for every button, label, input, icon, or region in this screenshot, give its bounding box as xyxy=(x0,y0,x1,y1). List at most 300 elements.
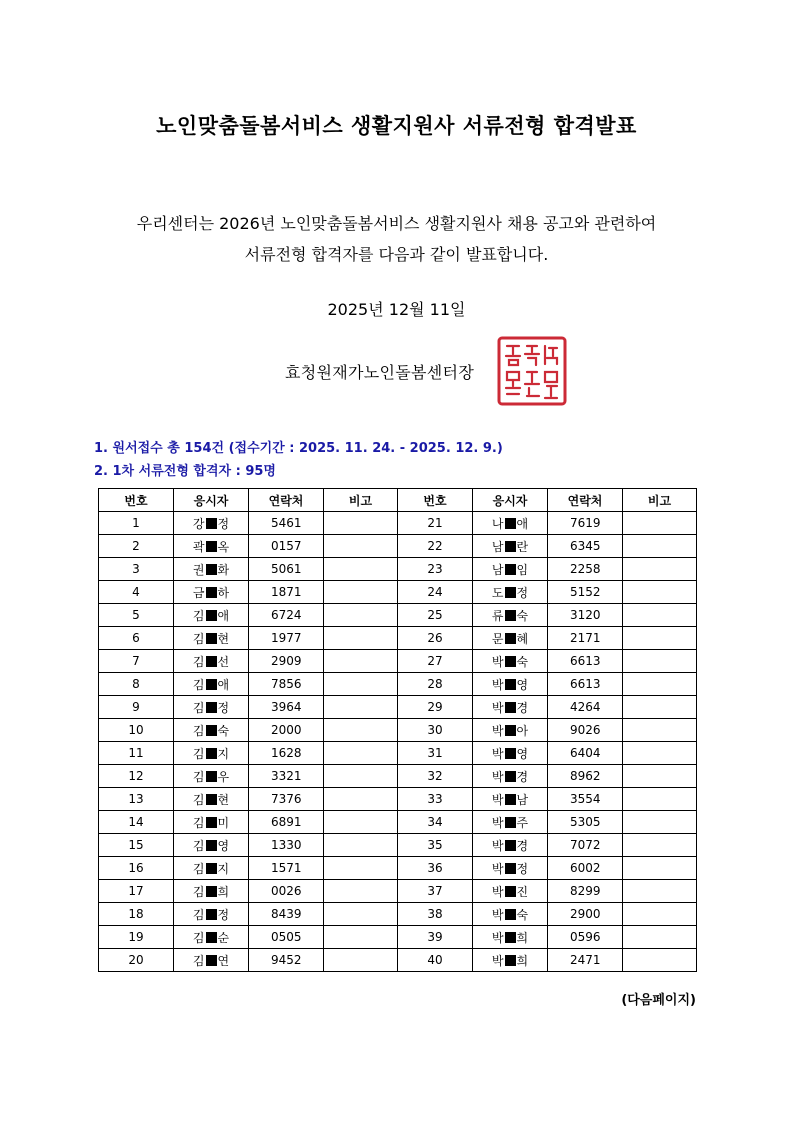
cell-no: 28 xyxy=(398,673,473,696)
cell-note xyxy=(324,857,398,880)
applicant-given: 지 xyxy=(217,861,230,876)
cell-applicant xyxy=(174,834,249,857)
table-row xyxy=(99,581,697,604)
cell-note xyxy=(324,581,398,604)
applicant-surname: 김 xyxy=(192,792,205,807)
cell-note xyxy=(623,788,697,811)
cell-applicant xyxy=(174,949,249,972)
cell-note xyxy=(324,765,398,788)
cell-contact: 2000 xyxy=(249,719,324,742)
cell-applicant xyxy=(174,558,249,581)
table-row xyxy=(99,604,697,627)
redaction-mask xyxy=(505,725,516,736)
applicant-given: 주 xyxy=(516,815,529,830)
cell-note xyxy=(324,673,398,696)
cell-note xyxy=(324,535,398,558)
table-row xyxy=(99,949,697,972)
cell-no: 4 xyxy=(99,581,174,604)
cell-no: 20 xyxy=(99,949,174,972)
cell-applicant xyxy=(174,926,249,949)
applicant-surname: 김 xyxy=(192,608,205,623)
cell-contact: 0157 xyxy=(249,535,324,558)
applicant-given: 희 xyxy=(516,953,529,968)
cell-note xyxy=(623,742,697,765)
applicant-surname: 김 xyxy=(192,677,205,692)
cell-applicant xyxy=(473,742,548,765)
applicant-surname: 박 xyxy=(491,815,504,830)
applicant-surname: 나 xyxy=(491,516,504,531)
cell-note xyxy=(623,627,697,650)
redaction-mask xyxy=(206,633,217,644)
cell-applicant xyxy=(473,512,548,535)
cell-no: 15 xyxy=(99,834,174,857)
redaction-mask xyxy=(206,886,217,897)
table-row xyxy=(99,880,697,903)
cell-note xyxy=(324,834,398,857)
cell-no: 17 xyxy=(99,880,174,903)
cell-applicant xyxy=(174,696,249,719)
cell-contact: 5305 xyxy=(548,811,623,834)
cell-contact: 9452 xyxy=(249,949,324,972)
cell-applicant xyxy=(174,742,249,765)
cell-no: 1 xyxy=(99,512,174,535)
applicant-given: 옥 xyxy=(217,539,230,554)
cell-no: 8 xyxy=(99,673,174,696)
cell-contact: 5061 xyxy=(249,558,324,581)
cell-note xyxy=(324,627,398,650)
cell-applicant xyxy=(174,673,249,696)
table-row xyxy=(99,650,697,673)
cell-applicant xyxy=(174,604,249,627)
cell-contact: 1628 xyxy=(249,742,324,765)
cell-contact: 4264 xyxy=(548,696,623,719)
redaction-mask xyxy=(206,656,217,667)
cell-contact: 6891 xyxy=(249,811,324,834)
cell-contact: 6724 xyxy=(249,604,324,627)
cell-note xyxy=(623,926,697,949)
applicant-surname: 박 xyxy=(491,953,504,968)
redaction-mask xyxy=(206,702,217,713)
cell-applicant xyxy=(473,857,548,880)
cell-no: 24 xyxy=(398,581,473,604)
applicant-given: 정 xyxy=(217,516,230,531)
cell-no: 7 xyxy=(99,650,174,673)
cell-note xyxy=(324,512,398,535)
applicant-surname: 곽 xyxy=(192,539,205,554)
redaction-mask xyxy=(505,587,516,598)
cell-applicant xyxy=(174,719,249,742)
redaction-mask xyxy=(206,771,217,782)
applicant-given: 애 xyxy=(217,677,230,692)
applicant-surname: 남 xyxy=(491,562,504,577)
applicant-given: 애 xyxy=(516,516,529,531)
cell-no: 39 xyxy=(398,926,473,949)
applicant-surname: 박 xyxy=(491,746,504,761)
cell-note xyxy=(324,650,398,673)
redaction-mask xyxy=(505,817,516,828)
cell-applicant xyxy=(174,811,249,834)
center-director-name: 효청원재가노인돌봄센터장 xyxy=(285,363,475,382)
table-row xyxy=(99,719,697,742)
table-row xyxy=(99,558,697,581)
cell-note xyxy=(623,903,697,926)
cell-no: 36 xyxy=(398,857,473,880)
applicant-given: 숙 xyxy=(516,654,529,669)
cell-contact: 7376 xyxy=(249,788,324,811)
redaction-mask xyxy=(505,656,516,667)
table-row xyxy=(99,696,697,719)
cell-no: 12 xyxy=(99,765,174,788)
cell-note xyxy=(623,650,697,673)
redaction-mask xyxy=(206,587,217,598)
applicant-given: 화 xyxy=(217,562,230,577)
cell-applicant xyxy=(473,834,548,857)
cell-contact: 2900 xyxy=(548,903,623,926)
applicant-given: 하 xyxy=(217,585,230,600)
cell-applicant xyxy=(473,719,548,742)
cell-note xyxy=(324,742,398,765)
announcement-date: 2025년 12월 11일 xyxy=(327,300,466,319)
applicant-surname: 박 xyxy=(491,907,504,922)
applicant-given: 정 xyxy=(217,700,230,715)
header-no: 번호 xyxy=(398,489,473,512)
cell-contact: 7619 xyxy=(548,512,623,535)
applicant-surname: 권 xyxy=(192,562,205,577)
cell-contact: 1871 xyxy=(249,581,324,604)
official-seal-icon xyxy=(497,336,567,406)
cell-no: 32 xyxy=(398,765,473,788)
cell-applicant xyxy=(174,650,249,673)
applicant-given: 지 xyxy=(217,746,230,761)
cell-applicant xyxy=(473,673,548,696)
cell-contact: 2258 xyxy=(548,558,623,581)
cell-applicant xyxy=(174,535,249,558)
cell-applicant xyxy=(473,696,548,719)
table-row xyxy=(99,627,697,650)
applicant-surname: 김 xyxy=(192,907,205,922)
applicant-surname: 금 xyxy=(192,585,205,600)
applicant-surname: 김 xyxy=(192,884,205,899)
redaction-mask xyxy=(505,794,516,805)
table-row xyxy=(99,512,697,535)
cell-no: 23 xyxy=(398,558,473,581)
redaction-mask xyxy=(206,863,217,874)
applicant-surname: 김 xyxy=(192,769,205,784)
cell-no: 2 xyxy=(99,535,174,558)
cell-applicant xyxy=(174,788,249,811)
cell-note xyxy=(623,673,697,696)
cell-no: 27 xyxy=(398,650,473,673)
redaction-mask xyxy=(206,794,217,805)
redaction-mask xyxy=(206,817,217,828)
intro-line-1: 우리센터는 2026년 노인맞춤돌봄서비스 생활지원사 채용 공고와 관련하여 xyxy=(136,214,657,233)
cell-applicant xyxy=(174,880,249,903)
cell-contact: 0596 xyxy=(548,926,623,949)
cell-no: 29 xyxy=(398,696,473,719)
cell-no: 38 xyxy=(398,903,473,926)
cell-note xyxy=(623,512,697,535)
applicant-given: 선 xyxy=(217,654,230,669)
cell-applicant xyxy=(174,765,249,788)
cell-no: 37 xyxy=(398,880,473,903)
cell-note xyxy=(623,857,697,880)
applicant-surname: 김 xyxy=(192,861,205,876)
cell-note xyxy=(623,834,697,857)
cell-note xyxy=(324,811,398,834)
cell-applicant xyxy=(473,535,548,558)
cell-no: 13 xyxy=(99,788,174,811)
next-page-note: (다음페이지) xyxy=(621,993,696,1008)
redaction-mask xyxy=(505,702,516,713)
cell-contact: 6404 xyxy=(548,742,623,765)
redaction-mask xyxy=(505,863,516,874)
cell-no: 9 xyxy=(99,696,174,719)
redaction-mask xyxy=(505,564,516,575)
redaction-mask xyxy=(206,932,217,943)
cell-contact: 1977 xyxy=(249,627,324,650)
applicant-given: 란 xyxy=(516,539,529,554)
applicant-surname: 박 xyxy=(491,654,504,669)
applicant-given: 연 xyxy=(217,953,230,968)
cell-note xyxy=(324,903,398,926)
cell-contact: 0505 xyxy=(249,926,324,949)
cell-note xyxy=(324,949,398,972)
cell-note xyxy=(324,696,398,719)
applicant-surname: 박 xyxy=(491,930,504,945)
applicant-surname: 박 xyxy=(491,769,504,784)
cell-applicant xyxy=(473,558,548,581)
applicant-given: 우 xyxy=(217,769,230,784)
applicant-surname: 김 xyxy=(192,631,205,646)
cell-note xyxy=(623,604,697,627)
cell-applicant xyxy=(473,627,548,650)
cell-no: 26 xyxy=(398,627,473,650)
cell-note xyxy=(623,765,697,788)
applicant-surname: 박 xyxy=(491,723,504,738)
table-row xyxy=(99,857,697,880)
cell-note xyxy=(324,880,398,903)
cell-no: 31 xyxy=(398,742,473,765)
cell-note xyxy=(324,788,398,811)
cell-note xyxy=(623,719,697,742)
redaction-mask xyxy=(505,541,516,552)
redaction-mask xyxy=(206,541,217,552)
cell-no: 10 xyxy=(99,719,174,742)
cell-contact: 6345 xyxy=(548,535,623,558)
cell-contact: 8962 xyxy=(548,765,623,788)
header-contact: 연락처 xyxy=(249,489,324,512)
cell-note xyxy=(324,926,398,949)
redaction-mask xyxy=(505,518,516,529)
cell-note xyxy=(324,719,398,742)
applicant-surname: 박 xyxy=(491,838,504,853)
cell-note xyxy=(623,880,697,903)
cell-no: 14 xyxy=(99,811,174,834)
applicant-surname: 김 xyxy=(192,654,205,669)
redaction-mask xyxy=(206,748,217,759)
cell-no: 21 xyxy=(398,512,473,535)
redaction-mask xyxy=(206,564,217,575)
cell-applicant xyxy=(473,903,548,926)
cell-contact: 2171 xyxy=(548,627,623,650)
applicant-given: 정 xyxy=(516,585,529,600)
applicant-surname: 박 xyxy=(491,861,504,876)
cell-note xyxy=(324,604,398,627)
applicant-given: 현 xyxy=(217,631,230,646)
cell-applicant xyxy=(473,581,548,604)
cell-no: 33 xyxy=(398,788,473,811)
cell-no: 25 xyxy=(398,604,473,627)
cell-no: 5 xyxy=(99,604,174,627)
applicant-surname: 류 xyxy=(491,608,504,623)
header-contact: 연락처 xyxy=(548,489,623,512)
applicant-given: 영 xyxy=(217,838,230,853)
cell-note xyxy=(623,696,697,719)
cell-contact: 7072 xyxy=(548,834,623,857)
applicant-surname: 김 xyxy=(192,746,205,761)
cell-no: 40 xyxy=(398,949,473,972)
cell-no: 11 xyxy=(99,742,174,765)
cell-applicant xyxy=(174,903,249,926)
cell-no: 18 xyxy=(99,903,174,926)
cell-no: 16 xyxy=(99,857,174,880)
cell-contact: 0026 xyxy=(249,880,324,903)
cell-note xyxy=(623,949,697,972)
cell-note xyxy=(623,558,697,581)
applicant-given: 현 xyxy=(217,792,230,807)
cell-applicant xyxy=(174,627,249,650)
cell-contact: 1330 xyxy=(249,834,324,857)
table-row xyxy=(99,535,697,558)
cell-contact: 8439 xyxy=(249,903,324,926)
header-applicant: 응시자 xyxy=(174,489,249,512)
cell-applicant xyxy=(174,581,249,604)
applicant-given: 순 xyxy=(217,930,230,945)
cell-no: 35 xyxy=(398,834,473,857)
cell-contact: 3120 xyxy=(548,604,623,627)
applicant-given: 희 xyxy=(516,930,529,945)
applicant-given: 숙 xyxy=(516,907,529,922)
applicant-given: 숙 xyxy=(217,723,230,738)
applicant-given: 남 xyxy=(516,792,529,807)
cell-applicant xyxy=(473,650,548,673)
applicant-surname: 박 xyxy=(491,677,504,692)
applicant-surname: 김 xyxy=(192,930,205,945)
applicant-given: 혜 xyxy=(516,631,529,646)
redaction-mask xyxy=(206,725,217,736)
header-applicant: 응시자 xyxy=(473,489,548,512)
applicant-given: 숙 xyxy=(516,608,529,623)
cell-contact: 9026 xyxy=(548,719,623,742)
cell-contact: 3554 xyxy=(548,788,623,811)
applicant-surname: 박 xyxy=(491,884,504,899)
redaction-mask xyxy=(505,610,516,621)
header-note: 비고 xyxy=(623,489,697,512)
cell-contact: 8299 xyxy=(548,880,623,903)
applicant-surname: 김 xyxy=(192,953,205,968)
applicant-surname: 김 xyxy=(192,838,205,853)
table-header-row xyxy=(99,489,697,512)
table-row xyxy=(99,811,697,834)
applicant-table xyxy=(98,488,697,972)
cell-contact: 6613 xyxy=(548,673,623,696)
applicant-surname: 남 xyxy=(491,539,504,554)
redaction-mask xyxy=(206,518,217,529)
applicant-surname: 김 xyxy=(192,700,205,715)
table-row xyxy=(99,903,697,926)
applicant-given: 진 xyxy=(516,884,529,899)
cell-applicant xyxy=(473,811,548,834)
redaction-mask xyxy=(505,886,516,897)
cell-applicant xyxy=(473,926,548,949)
cell-applicant xyxy=(473,604,548,627)
table-row xyxy=(99,765,697,788)
table-row xyxy=(99,788,697,811)
redaction-mask xyxy=(206,955,217,966)
cell-note xyxy=(623,811,697,834)
cell-contact: 3964 xyxy=(249,696,324,719)
redaction-mask xyxy=(505,679,516,690)
cell-no: 6 xyxy=(99,627,174,650)
applicant-given: 임 xyxy=(516,562,529,577)
redaction-mask xyxy=(206,840,217,851)
applicant-given: 애 xyxy=(217,608,230,623)
cell-applicant xyxy=(473,949,548,972)
applicant-surname: 도 xyxy=(491,585,504,600)
applicant-given: 아 xyxy=(516,723,529,738)
header-note: 비고 xyxy=(324,489,398,512)
cell-contact: 1571 xyxy=(249,857,324,880)
cell-contact: 5461 xyxy=(249,512,324,535)
cell-note xyxy=(623,535,697,558)
redaction-mask xyxy=(206,610,217,621)
redaction-mask xyxy=(505,633,516,644)
header-no: 번호 xyxy=(99,489,174,512)
applicant-given: 미 xyxy=(217,815,230,830)
applicant-surname: 김 xyxy=(192,723,205,738)
table-row xyxy=(99,742,697,765)
applicant-surname: 박 xyxy=(491,792,504,807)
applicant-surname: 문 xyxy=(491,631,504,646)
cell-contact: 2471 xyxy=(548,949,623,972)
page-title: 노인맞춤돌봄서비스 생활지원사 서류전형 합격발표 xyxy=(156,114,637,138)
cell-no: 34 xyxy=(398,811,473,834)
cell-note xyxy=(623,581,697,604)
applicant-given: 영 xyxy=(516,746,529,761)
cell-contact: 6613 xyxy=(548,650,623,673)
applicant-given: 영 xyxy=(516,677,529,692)
cell-contact: 5152 xyxy=(548,581,623,604)
redaction-mask xyxy=(505,840,516,851)
redaction-mask xyxy=(206,909,217,920)
cell-contact: 3321 xyxy=(249,765,324,788)
cell-applicant xyxy=(174,512,249,535)
cell-applicant xyxy=(473,765,548,788)
redaction-mask xyxy=(206,679,217,690)
applicant-surname: 김 xyxy=(192,815,205,830)
applicant-given: 희 xyxy=(217,884,230,899)
applicant-surname: 박 xyxy=(491,700,504,715)
summary-line-2: 2. 1차 서류전형 합격자 : 95명 xyxy=(94,464,276,479)
table-row xyxy=(99,926,697,949)
intro-text xyxy=(0,208,793,270)
redaction-mask xyxy=(505,955,516,966)
intro-line-2: 서류전형 합격자를 다음과 같이 발표합니다. xyxy=(244,245,549,264)
cell-applicant xyxy=(473,788,548,811)
cell-no: 30 xyxy=(398,719,473,742)
cell-applicant xyxy=(473,880,548,903)
redaction-mask xyxy=(505,748,516,759)
